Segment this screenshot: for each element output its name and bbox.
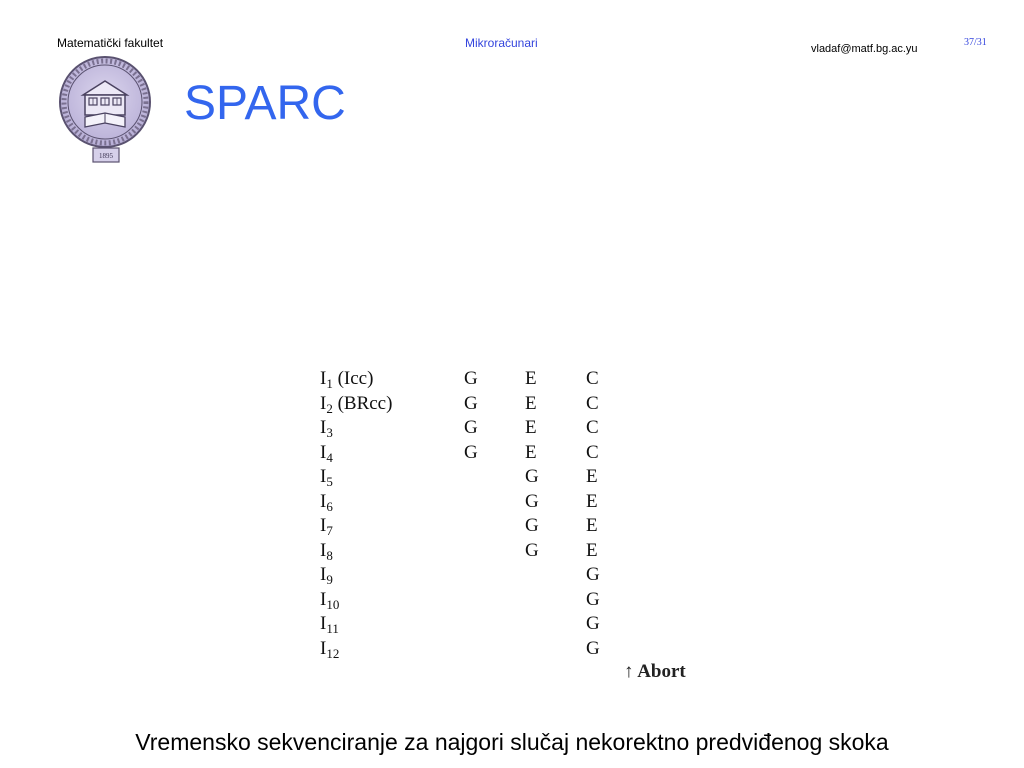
instruction-letter: I [320, 515, 327, 536]
pipeline-row [320, 612, 720, 637]
stage-cell-s3: E [586, 539, 598, 561]
instruction-index: 11 [326, 621, 339, 636]
abort-marker: ↑ Abort [624, 661, 686, 682]
page-number: 37/31 [964, 37, 987, 48]
instruction-letter: I [320, 368, 327, 389]
instruction-letter: I [320, 417, 327, 438]
stage-cell-s2: G [525, 539, 539, 561]
institution-label: Matematički fakultet [57, 36, 164, 50]
stage-cell-s1: G [464, 392, 478, 414]
university-seal-logo [57, 55, 157, 167]
instruction-index: 6 [326, 498, 333, 514]
pipeline-row [320, 514, 720, 539]
instruction-letter: I [320, 637, 327, 659]
pipeline-timing-table [320, 367, 720, 682]
stage-cell-s3: G [586, 613, 600, 634]
pipeline-row [320, 563, 720, 588]
seal-icon [57, 55, 157, 167]
instruction-letter: I [320, 490, 327, 512]
pipeline-row [320, 588, 720, 613]
stage-cell-s3: G [586, 564, 600, 585]
instruction-letter: I [320, 392, 327, 414]
instruction-index: 4 [326, 449, 333, 465]
instruction-letter: I [320, 613, 327, 634]
pipeline-row [320, 392, 720, 417]
stage-cell-s3: C [586, 441, 599, 463]
instruction-index: 5 [326, 474, 333, 489]
stage-cell-s2: E [525, 392, 537, 414]
instruction-note: (Icc) [332, 368, 374, 389]
pipeline-row [320, 539, 720, 564]
stage-cell-s1: G [464, 441, 478, 463]
instruction-note: (BRcc) [332, 392, 393, 414]
stage-cell-s1: G [464, 368, 478, 389]
instruction-label [320, 637, 339, 666]
svg-text:1895: 1895 [99, 152, 113, 160]
stage-cell-s2: E [525, 441, 537, 463]
stage-cell-s3: G [586, 588, 600, 610]
instruction-index: 7 [326, 523, 333, 538]
stage-cell-s3: E [586, 515, 598, 536]
instruction-index: 9 [326, 572, 333, 587]
slide-title: SPARC [184, 77, 346, 130]
course-label: Mikroračunari [465, 36, 538, 50]
pipeline-row [320, 416, 720, 441]
instruction-letter: I [320, 564, 327, 585]
stage-cell-s3: G [586, 637, 600, 659]
instruction-index: 1 [326, 376, 333, 391]
instruction-letter: I [320, 539, 327, 561]
pipeline-row [320, 441, 720, 466]
stage-cell-s3: E [586, 490, 598, 512]
slide-caption: Vremensko sekvenciranje za najgori slučaj nekorektno predviđenog skoka [135, 729, 889, 755]
stage-cell-s3: C [586, 368, 599, 389]
instruction-letter: I [320, 441, 327, 463]
pipeline-row [320, 637, 720, 662]
email-label: vladaf@matf.bg.ac.yu [811, 43, 918, 55]
instruction-index: 8 [326, 547, 333, 563]
pipeline-row [320, 465, 720, 490]
instruction-letter: I [320, 588, 327, 610]
instruction-index: 12 [326, 645, 340, 661]
stage-cell-s3: E [586, 466, 598, 487]
instruction-letter: I [320, 466, 327, 487]
stage-cell-s2: G [525, 490, 539, 512]
pipeline-row [320, 367, 720, 392]
instruction-index: 3 [326, 425, 333, 440]
instruction-index: 2 [326, 400, 333, 416]
stage-cell-s3: C [586, 392, 599, 414]
stage-cell-s3: C [586, 417, 599, 438]
stage-cell-s2: E [525, 368, 537, 389]
stage-cell-s2: G [525, 515, 539, 536]
stage-cell-s2: G [525, 466, 539, 487]
instruction-index: 10 [326, 596, 340, 612]
stage-cell-s1: G [464, 417, 478, 438]
stage-cell-s2: E [525, 417, 537, 438]
pipeline-row [320, 490, 720, 515]
